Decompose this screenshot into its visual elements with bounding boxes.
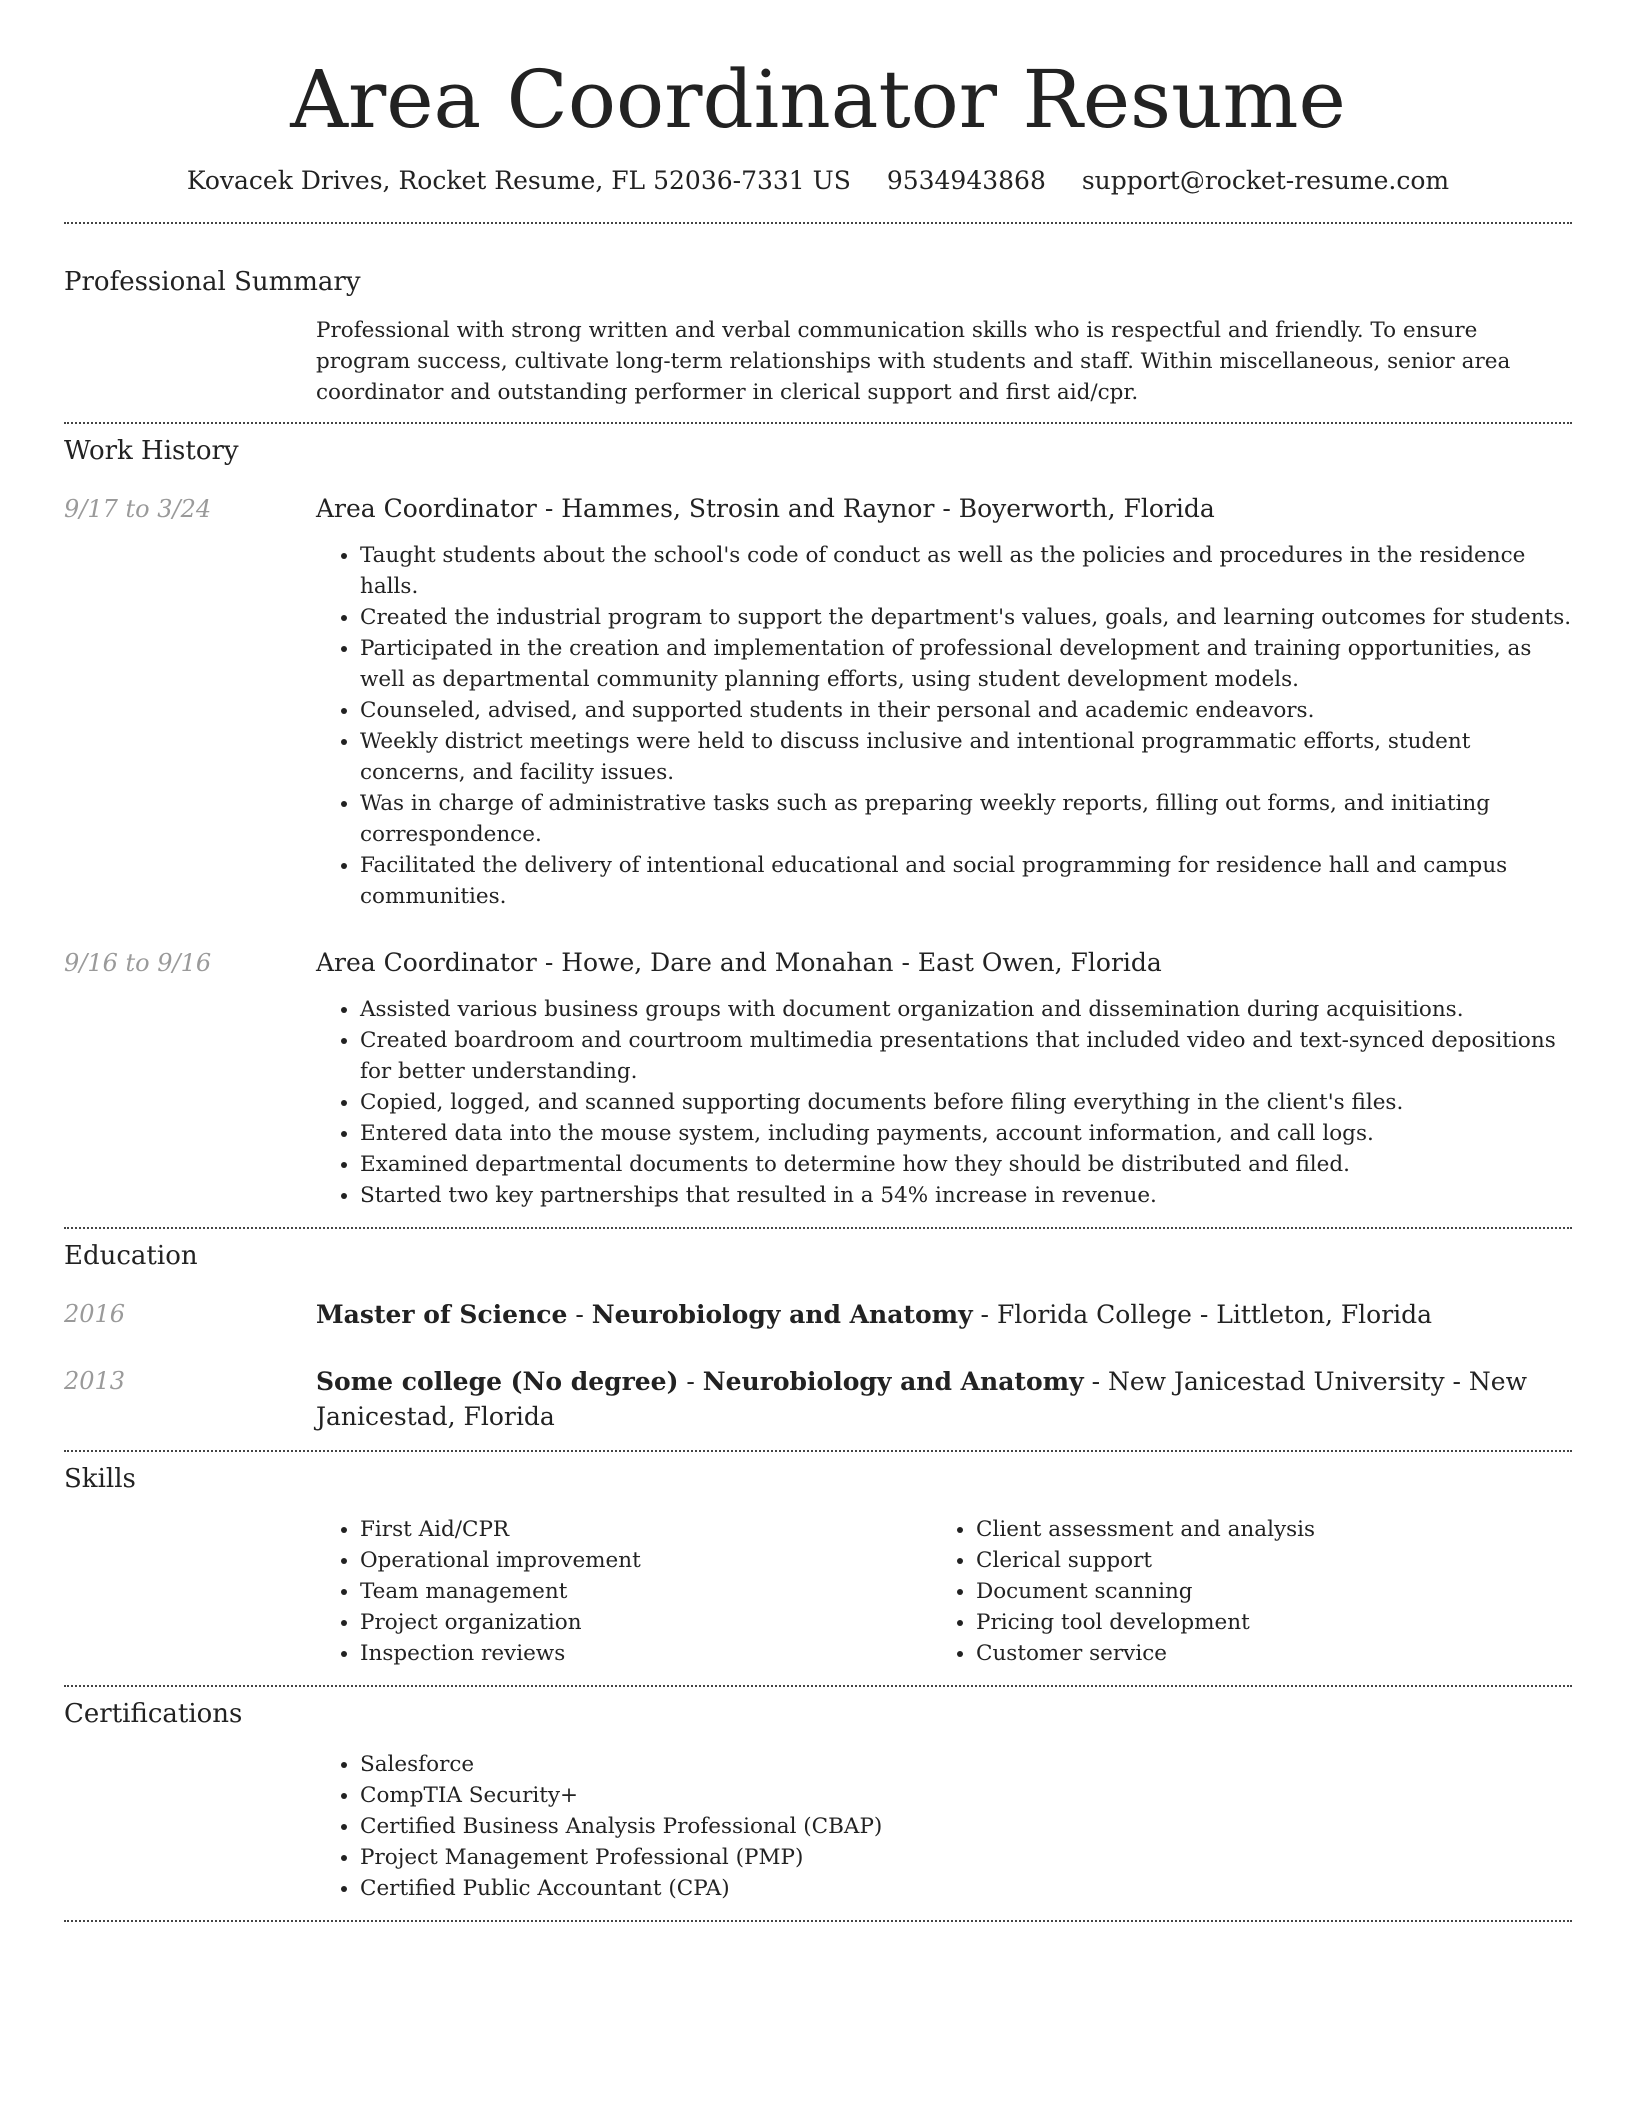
separator: - xyxy=(1444,1367,1469,1396)
job-heading xyxy=(316,946,1572,980)
summary-text: Professional with strong written and verbal communication skills who is respectful and friendly. To ensure program success, cultivate long-term relationships with students and staff. Within miscellaneous, senior area coordinator and outstanding performer in clerical support and first aid/cpr. xyxy=(316,318,1511,405)
job-entry xyxy=(64,946,1572,1211)
list-item: • Clerical support xyxy=(976,1545,1548,1576)
job-bullets xyxy=(316,540,1572,912)
list-item: • Inspection reviews xyxy=(360,1638,932,1669)
contact-address: Kovacek Drives, Rocket Resume, FL 52036-7331 US xyxy=(186,166,851,195)
list-item: • Created the industrial program to support the department's values, goals, and learning outcomes for students. xyxy=(360,602,1572,633)
list-item: • Certified Public Accountant (CPA) xyxy=(360,1873,1572,1904)
job-dates: 9/16 to 9/16 xyxy=(64,949,212,977)
skills-column-list xyxy=(932,1514,1548,1669)
resume-title: Area Coordinator Resume xyxy=(290,53,1346,146)
separator: - xyxy=(934,494,959,523)
list-item: • Client assessment and analysis xyxy=(976,1514,1548,1545)
separator: - xyxy=(536,494,562,523)
list-item: • Weekly district meetings were held to discuss inclusive and intentional programmatic efforts, student concerns, and facility issues. xyxy=(360,726,1572,788)
job-bullets xyxy=(316,994,1572,1211)
list-item: • Document scanning xyxy=(976,1576,1548,1607)
section-heading: Skills xyxy=(64,1464,136,1494)
divider xyxy=(64,1685,1572,1687)
education-year: 2016 xyxy=(64,1300,126,1328)
list-item: • Certified Business Analysis Professional (CBAP) xyxy=(360,1811,1572,1842)
job-dates: 9/17 to 3/24 xyxy=(64,495,212,523)
job-company: Howe, Dare and Monahan xyxy=(561,948,894,977)
divider xyxy=(64,1227,1572,1229)
education-location: New Janicestad, Florida xyxy=(316,1367,1527,1431)
education-degree: Master of Science xyxy=(316,1300,568,1329)
list-item: • Pricing tool development xyxy=(976,1607,1548,1638)
list-item: • Started two key partnerships that resulted in a 54% increase in revenue. xyxy=(360,1180,1572,1211)
education-heading xyxy=(316,1297,1572,1332)
education-degree: Some college (No degree) xyxy=(316,1367,679,1396)
skills-list xyxy=(316,1514,1572,1669)
education-year: 2013 xyxy=(64,1367,126,1395)
divider xyxy=(64,422,1572,424)
education-field: Neurobiology and Anatomy xyxy=(702,1367,1084,1396)
section-education xyxy=(64,1239,1572,1434)
separator: - xyxy=(678,1367,703,1396)
list-item: • Was in charge of administrative tasks such as preparing weekly reports, filling out forms, and initiating correspondence. xyxy=(360,788,1572,850)
section-heading: Professional Summary xyxy=(64,267,361,297)
section-heading: Work History xyxy=(64,436,239,466)
job-heading xyxy=(316,492,1572,526)
list-item: • Examined departmental documents to determine how they should be distributed and filed. xyxy=(360,1149,1572,1180)
list-item: • Project organization xyxy=(360,1607,932,1638)
section-heading: Certifications xyxy=(64,1699,243,1729)
job-title: Area Coordinator xyxy=(316,948,537,977)
list-item: • CompTIA Security+ xyxy=(360,1780,1572,1811)
separator: - xyxy=(893,948,918,977)
section-work-history xyxy=(64,434,1572,1211)
list-item: • Facilitated the delivery of intentional educational and social programming for residence hall and campus communities. xyxy=(360,850,1572,912)
separator: - xyxy=(1191,1300,1217,1329)
skills-column-list xyxy=(316,1514,932,1669)
section-skills xyxy=(64,1462,1572,1669)
education-school: New Janicestad University xyxy=(1107,1367,1445,1396)
education-location: Littleton, Florida xyxy=(1216,1300,1433,1329)
separator: - xyxy=(1083,1367,1108,1396)
contact-line xyxy=(64,164,1572,198)
list-item: • Counseled, advised, and supported students in their personal and academic endeavors. xyxy=(360,695,1572,726)
certifications-list xyxy=(316,1749,1572,1904)
education-heading xyxy=(316,1364,1572,1434)
divider xyxy=(64,1920,1572,1922)
education-school: Florida College xyxy=(996,1300,1192,1329)
list-item: • Created boardroom and courtroom multimedia presentations that included video and text-synced depositions for better understanding. xyxy=(360,1025,1572,1087)
separator: - xyxy=(567,1300,592,1329)
list-item: • Assisted various business groups with document organization and dissemination during acquisitions. xyxy=(360,994,1572,1025)
separator: - xyxy=(536,948,562,977)
contact-phone: 9534943868 xyxy=(886,166,1046,195)
list-item: • Participated in the creation and implementation of professional development and training opportunities, as well as departmental community planning efforts, using student development models. xyxy=(360,633,1572,695)
section-summary xyxy=(64,265,1572,408)
list-item: • Entered data into the mouse system, including payments, account information, and call logs. xyxy=(360,1118,1572,1149)
contact-email: support@rocket-resume.com xyxy=(1081,166,1450,195)
list-item: • Salesforce xyxy=(360,1749,1572,1780)
resume-page xyxy=(64,0,1572,1922)
education-entry xyxy=(64,1297,1572,1332)
job-title: Area Coordinator xyxy=(316,494,537,523)
section-certifications xyxy=(64,1697,1572,1904)
divider xyxy=(64,1450,1572,1452)
list-item: • Project Management Professional (PMP) xyxy=(360,1842,1572,1873)
divider xyxy=(64,222,1572,224)
job-company: Hammes, Strosin and Raynor xyxy=(561,494,935,523)
job-entry xyxy=(64,492,1572,912)
education-entry xyxy=(64,1364,1572,1434)
list-item: • Taught students about the school's code of conduct as well as the policies and procedures in the residence halls. xyxy=(360,540,1572,602)
skills-column-1 xyxy=(316,1514,932,1669)
list-item: • First Aid/CPR xyxy=(360,1514,932,1545)
list-item: • Operational improvement xyxy=(360,1545,932,1576)
education-field: Neurobiology and Anatomy xyxy=(591,1300,973,1329)
certifications-bullets xyxy=(316,1749,1572,1904)
job-location: Boyerworth, Florida xyxy=(958,494,1215,523)
separator: - xyxy=(972,1300,997,1329)
list-item: • Copied, logged, and scanned supporting documents before filing everything in the client's files. xyxy=(360,1087,1572,1118)
list-item: • Customer service xyxy=(976,1638,1548,1669)
job-location: East Owen, Florida xyxy=(917,948,1162,977)
skills-column-2 xyxy=(932,1514,1548,1669)
section-heading: Education xyxy=(64,1241,198,1271)
list-item: • Team management xyxy=(360,1576,932,1607)
